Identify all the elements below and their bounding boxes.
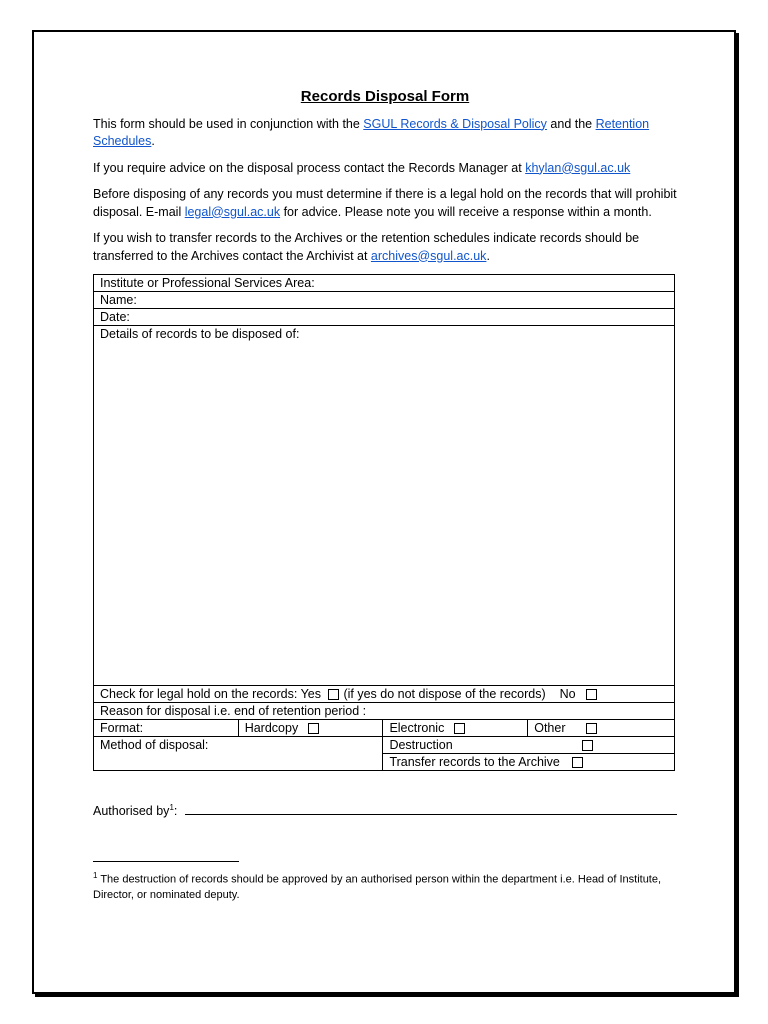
legal-hold-yes-checkbox[interactable] bbox=[328, 689, 339, 700]
text: If you wish to transfer records to the Archives or the retention schedules indicate records should be transferred to the Archives contact the Archivist at bbox=[93, 231, 640, 263]
destruction-option bbox=[383, 737, 675, 754]
hardcopy-option bbox=[238, 720, 383, 737]
transfer-option bbox=[383, 754, 675, 771]
transfer-label: Transfer records to the Archive bbox=[389, 755, 560, 769]
legal-hold-paragraph bbox=[93, 186, 677, 221]
authorised-by-label: Authorised $by^1$: bbox=[93, 803, 178, 819]
other-checkbox[interactable] bbox=[586, 723, 597, 734]
archives-paragraph bbox=[93, 230, 677, 265]
text: This form should be used in conjunction with the bbox=[93, 116, 364, 131]
legal-hold-label: Check for legal hold on the records: Yes bbox=[100, 687, 321, 701]
electronic-checkbox[interactable] bbox=[454, 723, 465, 734]
legal-hold-note: (if yes do not dispose of the records) bbox=[343, 687, 546, 701]
authorised-by-signature-line[interactable] bbox=[185, 802, 677, 815]
authorised-by-row bbox=[93, 799, 677, 821]
text: . bbox=[486, 248, 490, 263]
footnote-text: The destruction of records should be approved by an authorised person within the department i.e. Head of Institute, Director, or nominated deputy. bbox=[93, 873, 662, 902]
legal-hold-row bbox=[94, 686, 675, 703]
policy-link[interactable]: SGUL Records & Disposal Policy bbox=[363, 116, 547, 131]
retention-schedules-link[interactable]: Retention Schedules bbox=[93, 116, 650, 148]
archives-email-link[interactable]: archives@sgul.ac.uk bbox=[370, 248, 487, 263]
document-page bbox=[32, 30, 736, 994]
date-field[interactable]: Date: bbox=[94, 309, 675, 326]
transfer-checkbox[interactable] bbox=[572, 757, 583, 768]
text: for advice. Please note you will receive a response within a month. bbox=[280, 204, 652, 219]
destruction-checkbox[interactable] bbox=[582, 740, 593, 751]
text: and the bbox=[546, 116, 596, 131]
document-content bbox=[93, 88, 677, 903]
other-label: Other bbox=[534, 721, 566, 735]
area-field[interactable]: Institute or Professional Services Area: bbox=[94, 275, 675, 292]
footnote-ref: 1 bbox=[169, 803, 174, 812]
legal-email-link[interactable]: legal@sgul.ac.uk bbox=[184, 204, 281, 219]
reason-field[interactable]: Reason for disposal i.e. end of retention period : bbox=[94, 703, 675, 720]
disposal-form-table bbox=[93, 274, 675, 771]
footnote bbox=[93, 868, 677, 904]
electronic-option bbox=[383, 720, 528, 737]
authorised-text: Authorised by bbox=[93, 804, 170, 819]
hardcopy-label: Hardcopy bbox=[244, 721, 299, 735]
footnote-separator bbox=[93, 861, 239, 862]
legal-hold-no-checkbox[interactable] bbox=[586, 689, 597, 700]
details-field[interactable]: Details of records to be disposed of: bbox=[94, 326, 675, 686]
method-label: Method of disposal: bbox=[94, 737, 383, 771]
other-option bbox=[528, 720, 675, 737]
advice-paragraph bbox=[93, 160, 677, 178]
electronic-label: Electronic bbox=[389, 721, 445, 735]
page-title: Records Disposal Form bbox=[300, 88, 470, 105]
text: Before disposing of any records you must determine if there is a legal hold on the records that will prohibit disposal. E-mail bbox=[93, 187, 677, 219]
legal-hold-no-label: No bbox=[559, 687, 576, 701]
footnote-number: 1 bbox=[93, 870, 98, 880]
intro-paragraph bbox=[93, 116, 677, 151]
destruction-label: Destruction bbox=[389, 738, 453, 752]
format-label: Format: bbox=[94, 720, 239, 737]
text: . bbox=[151, 134, 155, 148]
hardcopy-checkbox[interactable] bbox=[308, 723, 319, 734]
text: If you require advice on the disposal process contact the Records Manager at bbox=[93, 160, 526, 175]
name-field[interactable]: Name: bbox=[94, 292, 675, 309]
records-manager-email-link[interactable]: khylan@sgul.ac.uk bbox=[525, 160, 631, 175]
